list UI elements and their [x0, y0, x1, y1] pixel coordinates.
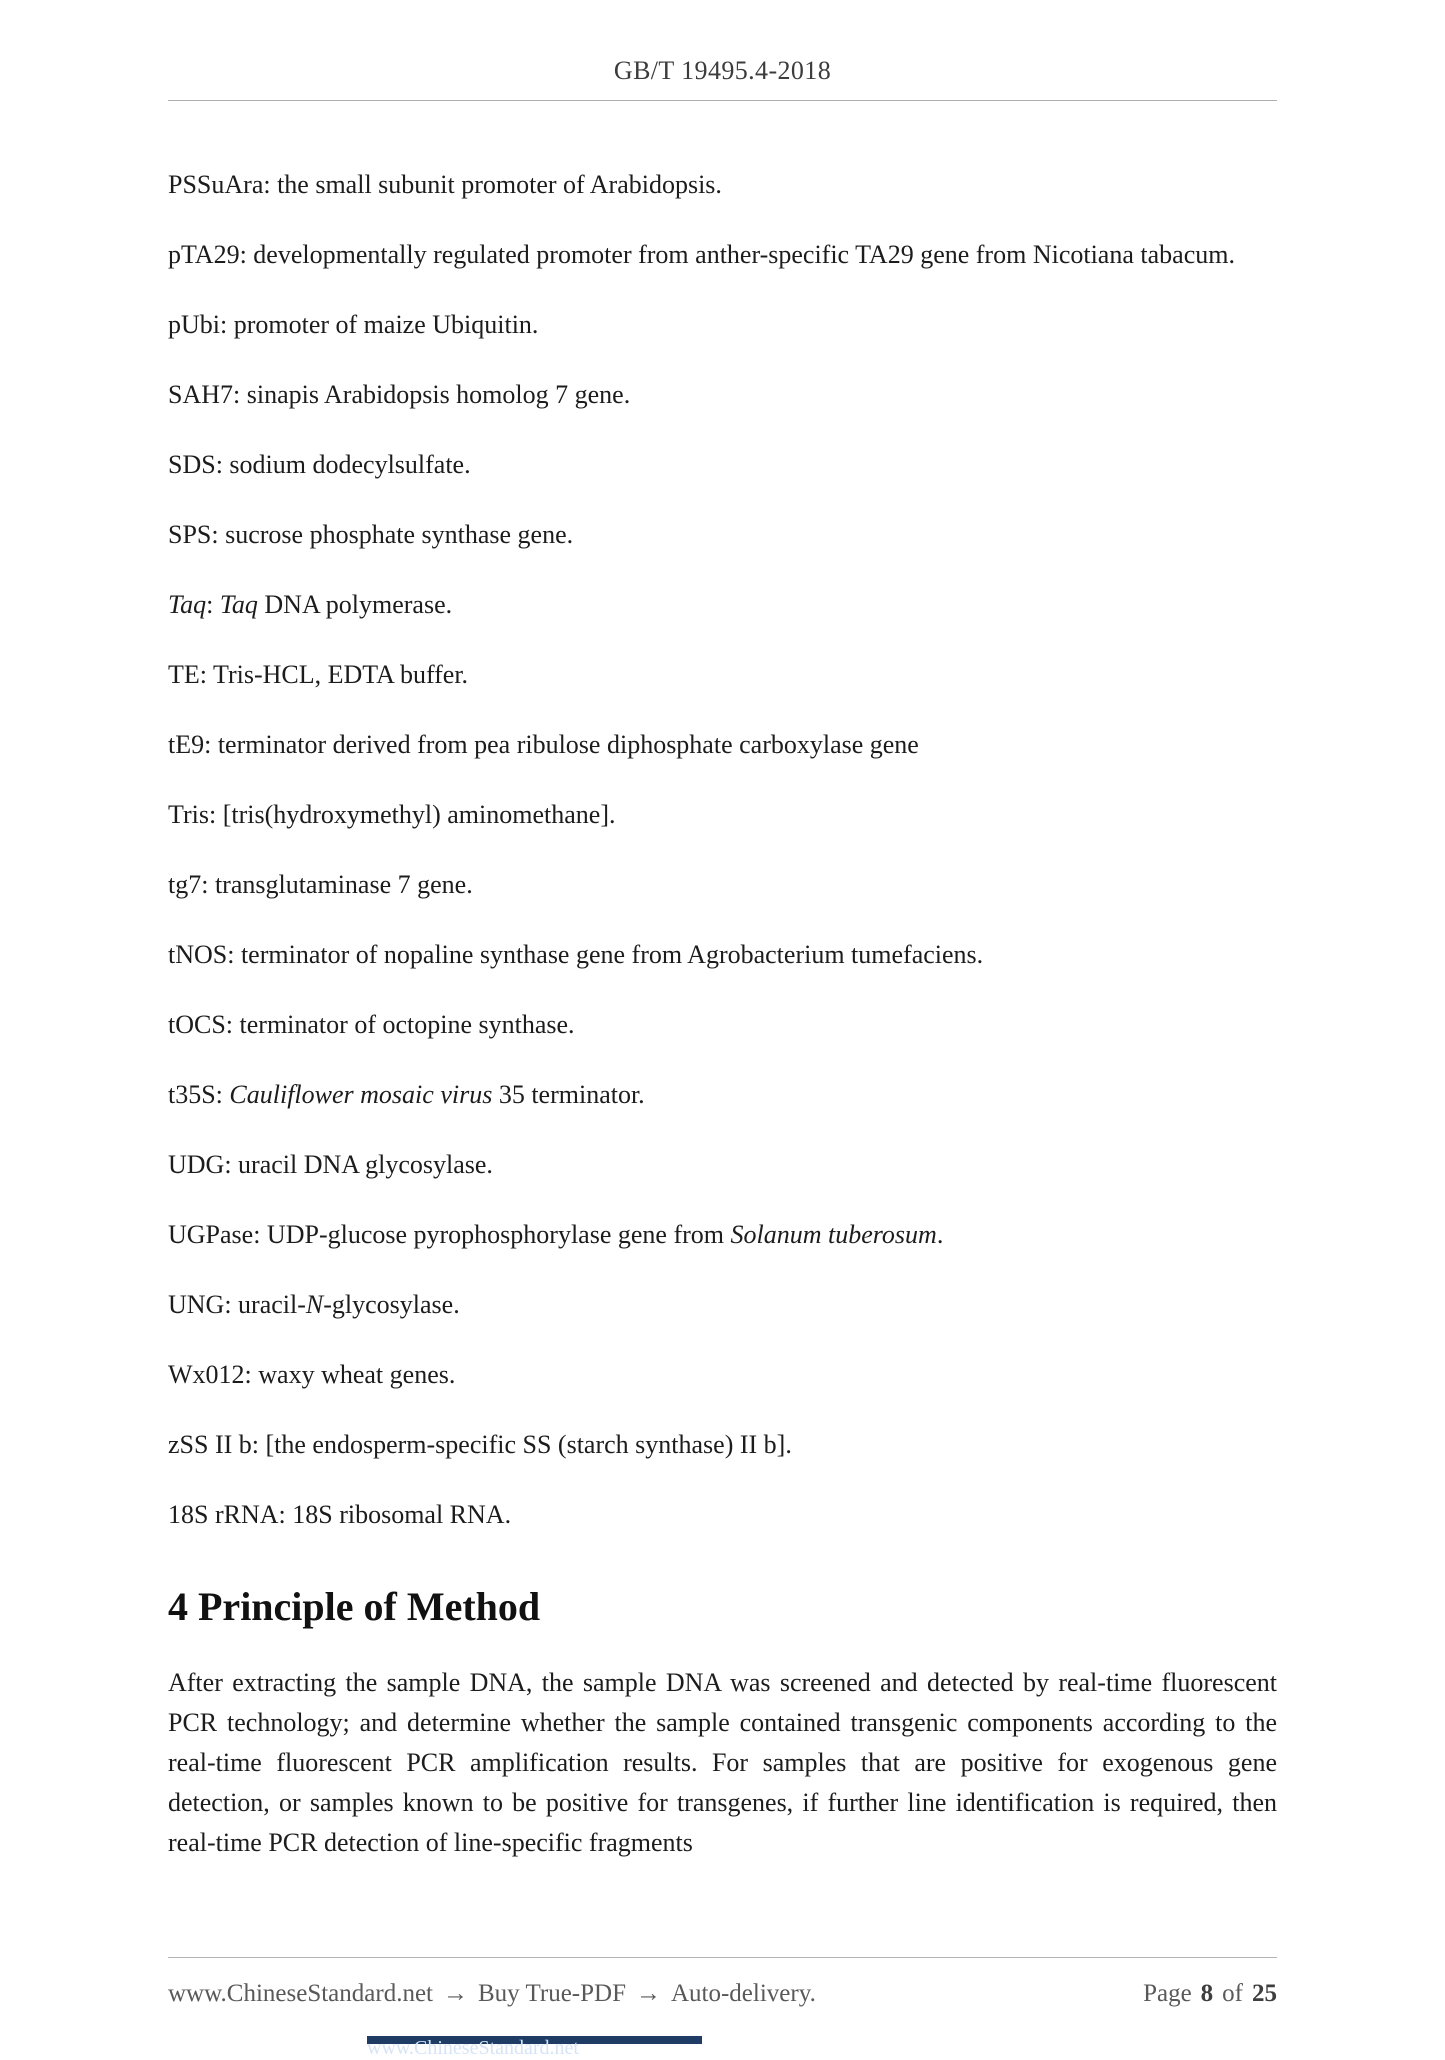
footer-rule [168, 1957, 1277, 1958]
definition-item: tE9: terminator derived from pea ribulose diphosphate carboxylase gene [168, 730, 919, 759]
page-label: Page [1143, 1980, 1192, 2007]
definition-item: SPS: sucrose phosphate synthase gene. [168, 520, 574, 549]
definition-item: zSS II b: [the endosperm-specific SS (starch synthase) II b]. [168, 1430, 792, 1459]
definition-item: UNG: uracil-N-glycosylase. [168, 1290, 460, 1319]
section-heading: 4 Principle of Method [168, 1584, 541, 1629]
auto-delivery-label: Auto-delivery. [670, 1980, 816, 2007]
page-indicator [1143, 1980, 1277, 2008]
definition-item: tOCS: terminator of octopine synthase. [168, 1010, 575, 1039]
definitions-list [168, 101, 1277, 1535]
definition-item: tNOS: terminator of nopaline synthase gene from Agrobacterium tumefaciens. [168, 940, 984, 969]
section-paragraph: After extracting the sample DNA, the sample DNA was screened and detected by real-time fluorescent PCR technology; and determine whether the sample contained transgenic components according to the real-time fluorescent PCR amplification results. For samples that are positive for exogenous gene detection, or samples known to be positive for transgenes, if further line identification is required, then real-time PCR detection of line-specific fragments [168, 1668, 1277, 1857]
definition-item: Taq: Taq DNA polymerase. [168, 590, 453, 619]
definition-item: SDS: sodium dodecylsulfate. [168, 450, 471, 479]
arrow-right-icon: → [635, 1980, 661, 2007]
definition-item: pTA29: developmentally regulated promoter from anther-specific TA29 gene from Nicotiana tabacum. [168, 240, 1235, 269]
of-label: of [1222, 1980, 1243, 2007]
buy-pdf-label: Buy True-PDF [478, 1980, 626, 2007]
cut-off-selection-text: www.ChineseStandard.net [367, 2037, 579, 2059]
definition-item: UGPase: UDP-glucose pyrophosphorylase gene from Solanum tuberosum. [168, 1220, 944, 1249]
site-link[interactable]: www.ChineseStandard.net [168, 1980, 433, 2007]
definition-item: t35S: Cauliflower mosaic virus 35 terminator. [168, 1080, 645, 1109]
definition-item: UDG: uracil DNA glycosylase. [168, 1150, 493, 1179]
definition-item: Tris: [tris(hydroxymethyl) aminomethane]. [168, 800, 616, 829]
total-pages-number: 25 [1252, 1980, 1277, 2007]
current-page-number: 8 [1200, 1980, 1214, 2007]
definition-item: pUbi: promoter of maize Ubiquitin. [168, 310, 539, 339]
definition-item: TE: Tris-HCL, EDTA buffer. [168, 660, 469, 689]
footer-left [168, 1980, 816, 2008]
cut-off-selection-strip [367, 2036, 702, 2059]
page-header [0, 0, 1445, 101]
page-footer [168, 1957, 1277, 2008]
definition-item: Wx012: waxy wheat genes. [168, 1360, 456, 1389]
definition-item: tg7: transglutaminase 7 gene. [168, 870, 473, 899]
standard-number: GB/T 19495.4-2018 [613, 56, 832, 85]
footer-row [168, 1980, 1277, 2008]
document-body [0, 101, 1445, 1863]
arrow-right-icon: → [443, 1980, 468, 2007]
definition-item: SAH7: sinapis Arabidopsis homolog 7 gene. [168, 380, 631, 409]
definition-item: 18S rRNA: 18S ribosomal RNA. [168, 1500, 512, 1529]
definition-item: PSSuAra: the small subunit promoter of Arabidopsis. [168, 170, 722, 199]
